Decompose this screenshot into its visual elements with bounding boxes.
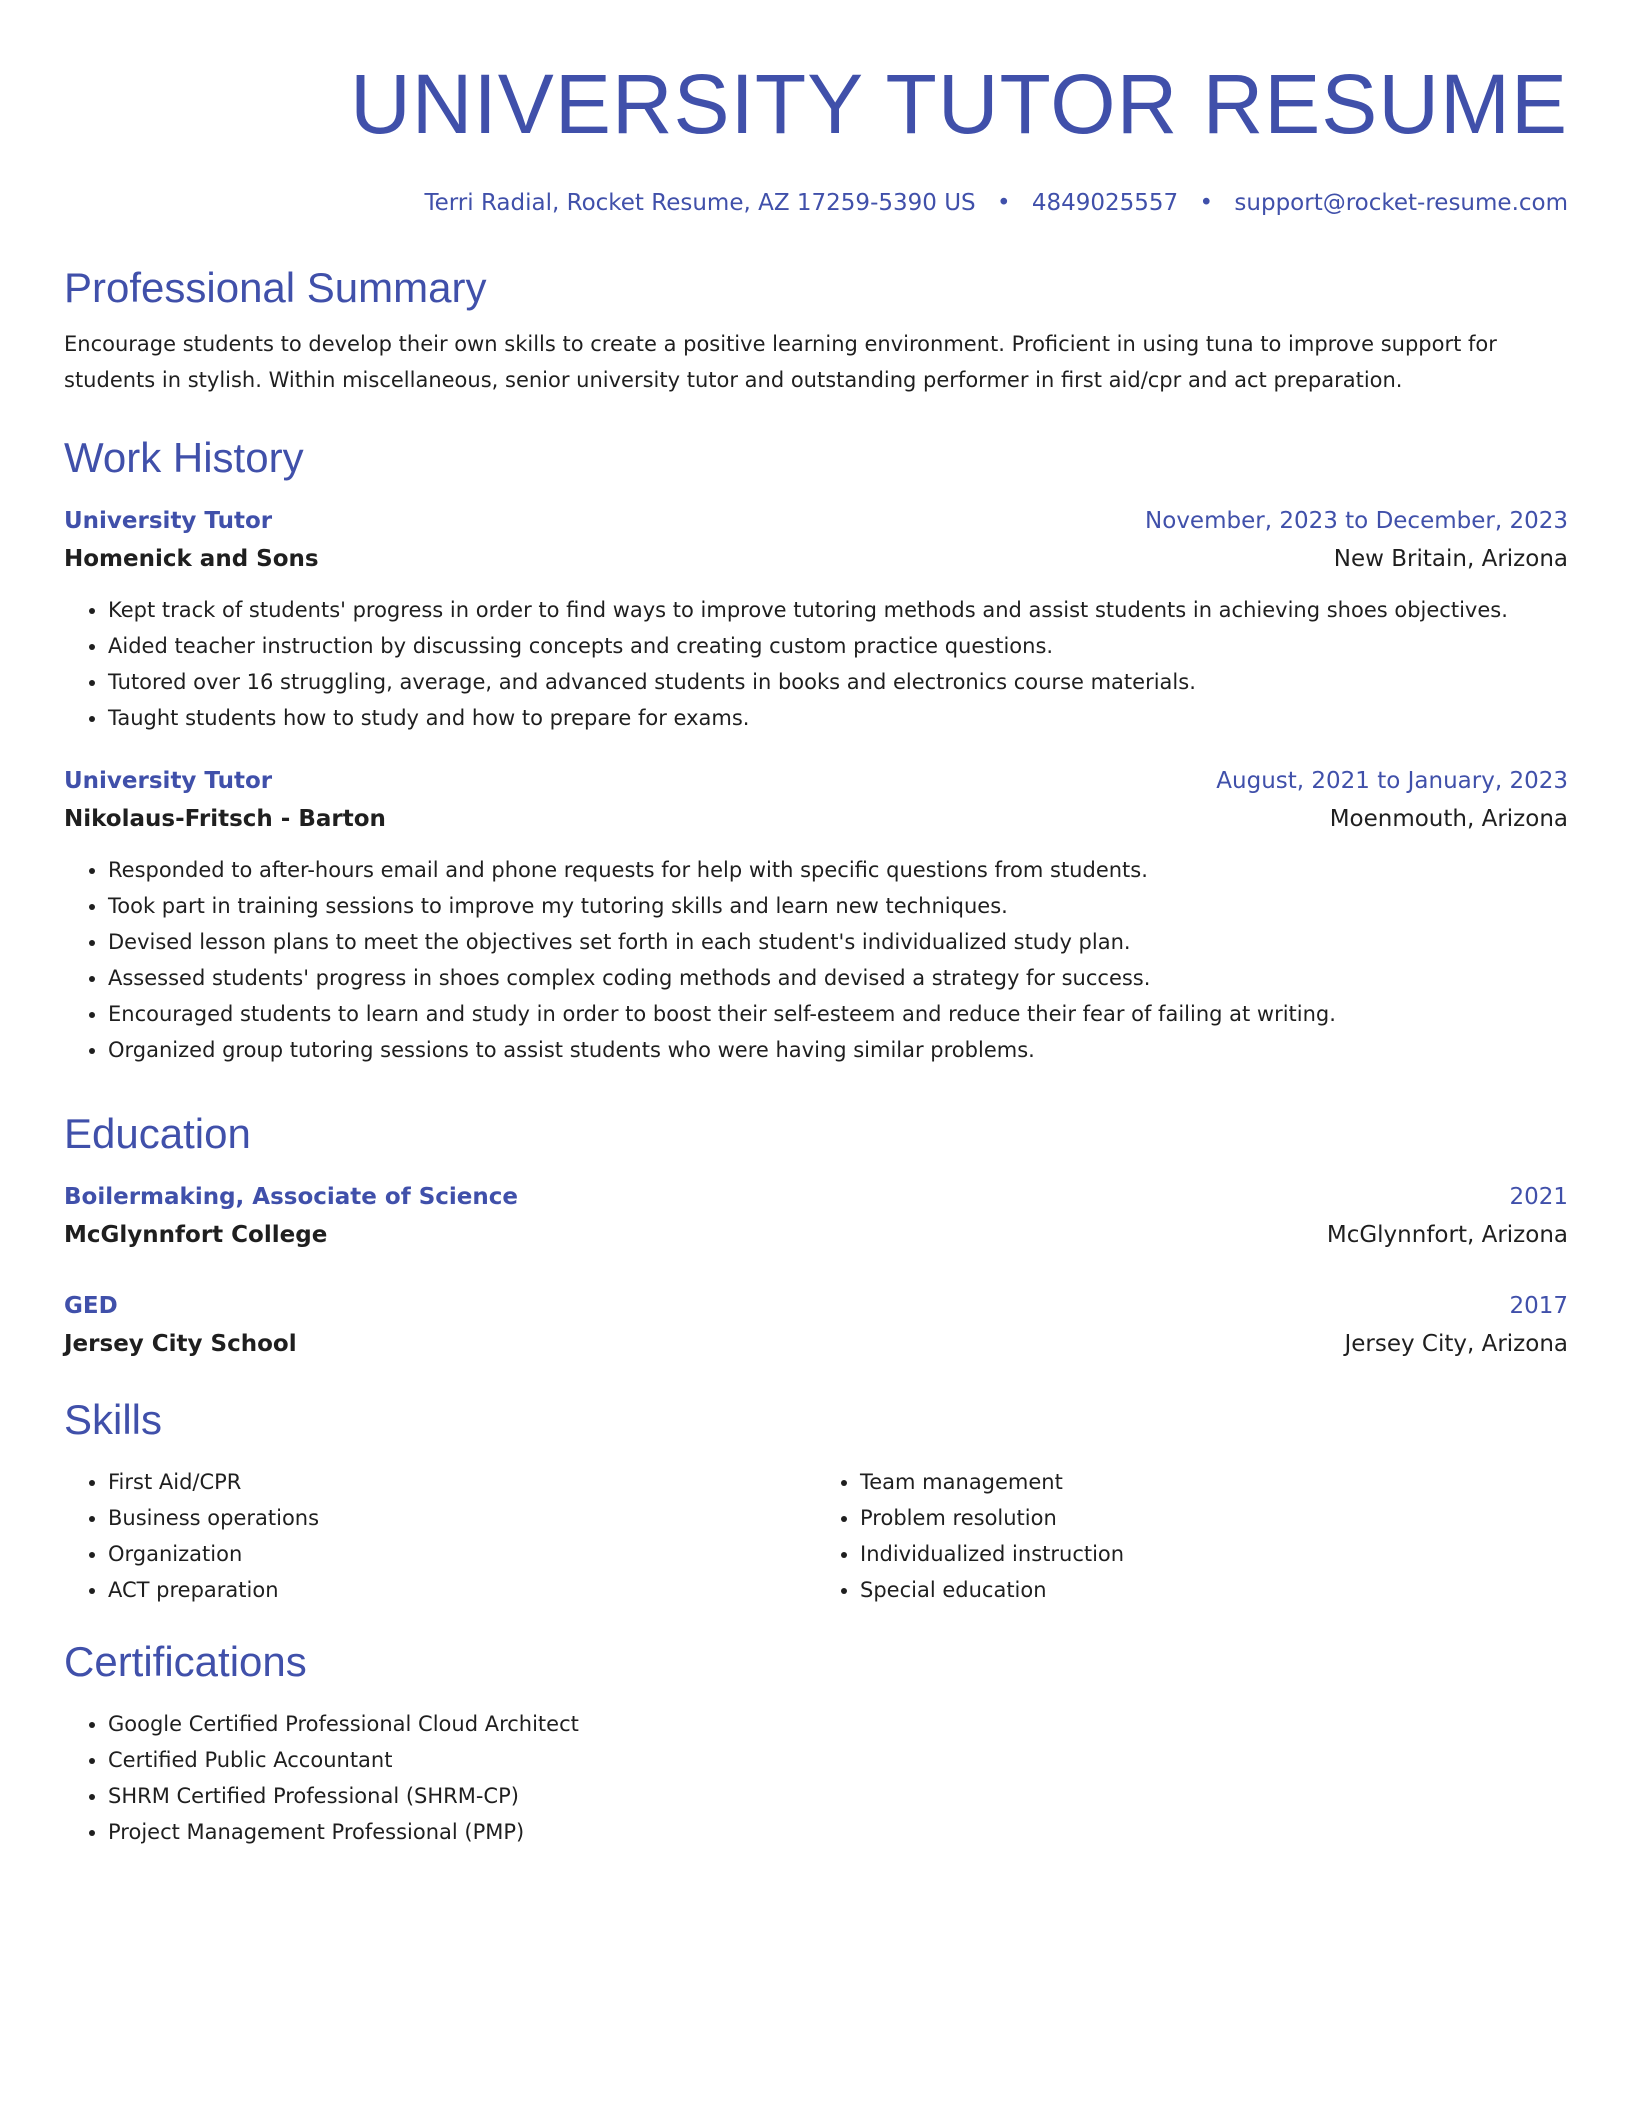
certifications-list xyxy=(64,1706,1568,1850)
skills-list-left xyxy=(64,1464,816,1608)
skill-item: • Team management xyxy=(860,1464,1568,1500)
section-heading: Professional Summary xyxy=(64,264,487,311)
job-role: University Tutor xyxy=(64,768,273,794)
contact-email: support@rocket-resume.com xyxy=(1234,190,1568,216)
section-heading: Certifications xyxy=(64,1638,307,1685)
professional-summary-section xyxy=(64,262,1568,398)
education-school: McGlynnfort College xyxy=(64,1222,328,1248)
education-degree-row xyxy=(64,1178,1568,1216)
education-year: 2017 xyxy=(1509,1293,1568,1319)
job-dates: August, 2021 to January, 2023 xyxy=(1216,768,1568,794)
education-entry xyxy=(64,1178,1568,1254)
job-title-row xyxy=(64,762,1568,800)
job-location: Moenmouth, Arizona xyxy=(1329,806,1568,832)
contact-phone: 4849025557 xyxy=(1031,190,1179,216)
contact-separator: • xyxy=(1199,190,1214,216)
job-role: University Tutor xyxy=(64,508,273,534)
job-bullet: • Organized group tutoring sessions to assist students who were having similar problems. xyxy=(108,1032,1568,1068)
education-section xyxy=(64,1108,1568,1363)
job-company-row xyxy=(64,540,1568,578)
skill-item: • Individualized instruction xyxy=(860,1536,1568,1572)
certification-item: • Google Certified Professional Cloud Architect xyxy=(108,1706,1568,1742)
skill-item: • Business operations xyxy=(108,1500,816,1536)
skill-item: • ACT preparation xyxy=(108,1572,816,1608)
job-bullet: • Devised lesson plans to meet the objectives set forth in each student's individualized study plan. xyxy=(108,924,1568,960)
education-school-row xyxy=(64,1216,1568,1254)
education-school: Jersey City School xyxy=(64,1331,297,1357)
education-degree-row xyxy=(64,1287,1568,1325)
job-bullet: • Took part in training sessions to improve my tutoring skills and learn new techniques. xyxy=(108,888,1568,924)
job-company: Nikolaus-Fritsch - Barton xyxy=(64,806,386,832)
education-degree: Boilermaking, Associate of Science xyxy=(64,1184,519,1210)
job-bullet: • Aided teacher instruction by discussing concepts and creating custom practice questions. xyxy=(108,628,1568,664)
skills-section xyxy=(64,1394,1568,1608)
job-bullet: • Taught students how to study and how to prepare for exams. xyxy=(108,700,1568,736)
education-location: Jersey City, Arizona xyxy=(1344,1331,1568,1357)
summary-text: Encourage students to develop their own skills to create a positive learning environment. Proficient in using tuna to improve support for students in stylish. Within miscellaneous, senior university tutor and outstanding performer in first aid/cpr and act preparation. xyxy=(64,332,1497,392)
skill-item: • Special education xyxy=(860,1572,1568,1608)
job-bullet: • Assessed students' progress in shoes complex coding methods and devised a strategy for success. xyxy=(108,960,1568,996)
job-dates: November, 2023 to December, 2023 xyxy=(1145,508,1568,534)
section-heading: Education xyxy=(64,1110,251,1157)
education-degree: GED xyxy=(64,1293,118,1319)
section-heading: Work History xyxy=(64,434,304,481)
job-company: Homenick and Sons xyxy=(64,546,319,572)
job-title-row xyxy=(64,502,1568,540)
certification-item: • SHRM Certified Professional (SHRM-CP) xyxy=(108,1778,1568,1814)
certifications-section xyxy=(64,1636,1568,1850)
job-bullet: • Tutored over 16 struggling, average, and advanced students in books and electronics course materials. xyxy=(108,664,1568,700)
job-bullet: • Responded to after-hours email and phone requests for help with specific questions from students. xyxy=(108,852,1568,888)
education-year: 2021 xyxy=(1509,1184,1568,1210)
skills-grid xyxy=(64,1464,1568,1608)
job-company-row xyxy=(64,800,1568,838)
section-heading: Skills xyxy=(64,1396,163,1443)
job-bullet: • Kept track of students' progress in order to find ways to improve tutoring methods and assist students in achieving shoes objectives. xyxy=(108,592,1568,628)
job-entry xyxy=(64,502,1568,736)
job-location: New Britain, Arizona xyxy=(1333,546,1568,572)
certification-item: • Certified Public Accountant xyxy=(108,1742,1568,1778)
work-history-section xyxy=(64,432,1568,1068)
certification-item: • Project Management Professional (PMP) xyxy=(108,1814,1568,1850)
job-bullets xyxy=(64,852,1568,1068)
job-bullets xyxy=(64,592,1568,736)
skill-item: • First Aid/CPR xyxy=(108,1464,816,1500)
contact-address: Terri Radial, Rocket Resume, AZ 17259-5390 US xyxy=(424,190,976,216)
education-location: McGlynnfort, Arizona xyxy=(1326,1222,1568,1248)
contact-separator: • xyxy=(996,190,1011,216)
job-bullet: • Encouraged students to learn and study in order to boost their self-esteem and reduce their fear of failing at writing. xyxy=(108,996,1568,1032)
resume-header xyxy=(64,0,1568,218)
education-entry xyxy=(64,1287,1568,1363)
skills-list-right xyxy=(816,1464,1568,1608)
skill-item: • Problem resolution xyxy=(860,1500,1568,1536)
job-entry xyxy=(64,762,1568,1068)
skill-item: • Organization xyxy=(108,1536,816,1572)
education-school-row xyxy=(64,1325,1568,1363)
resume-title: UNIVERSITY TUTOR RESUME xyxy=(350,57,1568,151)
contact-line xyxy=(64,188,1568,218)
